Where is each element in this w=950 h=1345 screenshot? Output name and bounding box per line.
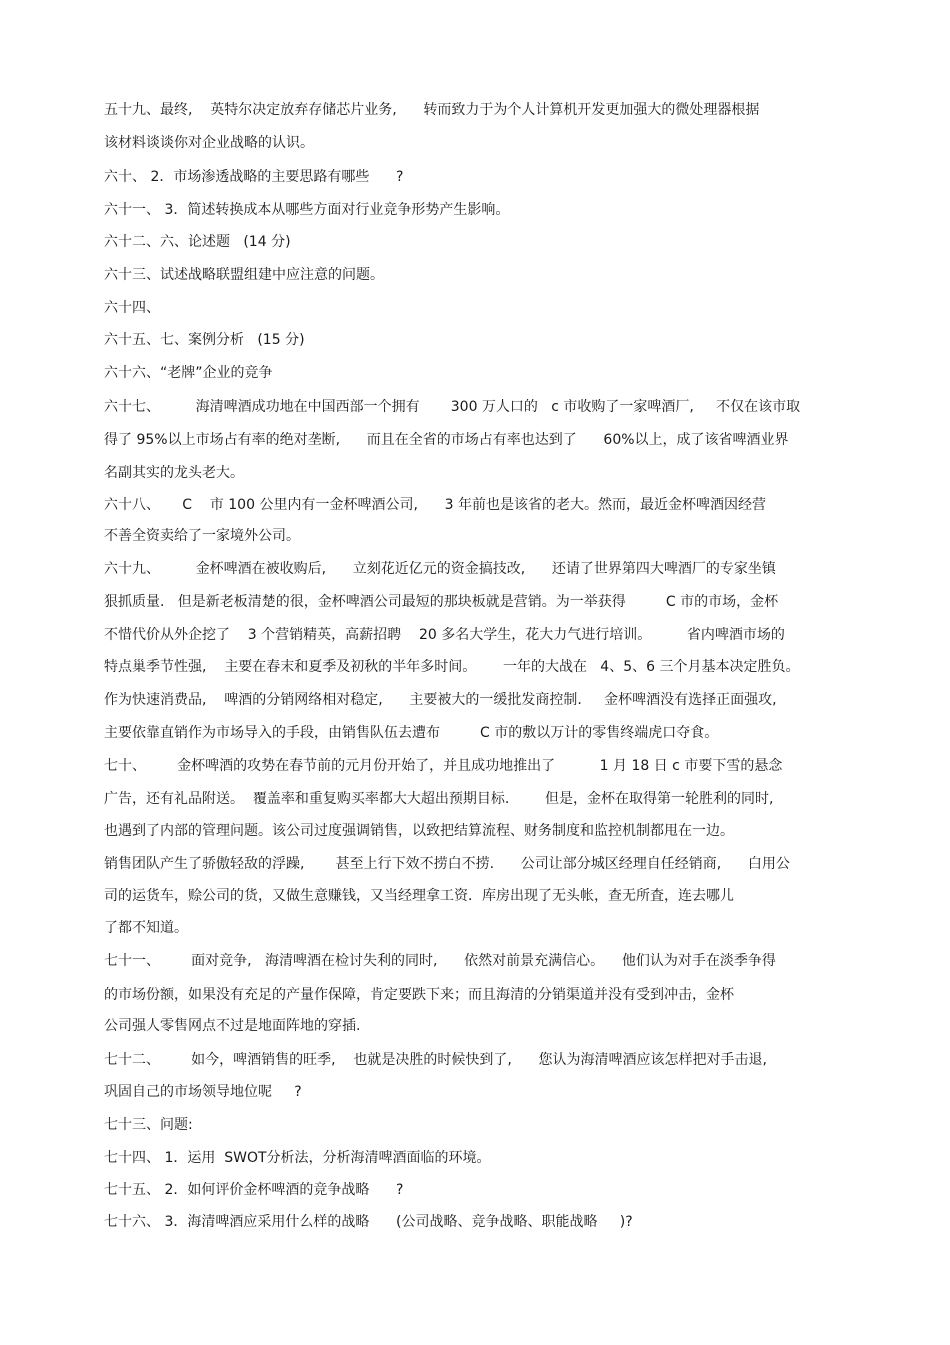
text-line: 六十、 2．市场渗透战略的主要思路有哪些 ? (104, 169, 404, 185)
text-line: 七十五、 2．如何评价金杯啤酒的竞争战略 ? (104, 1182, 404, 1198)
text-line: 了都不知道。 (104, 920, 188, 936)
text-line: 六十五、七、案例分析 (15 分) (104, 332, 305, 348)
text-line: 六十七、 海清啤酒成功地在中国西部一个拥有 300 万人口的 c 市收购了一家啤酒厂, 不仅在该市取 (104, 399, 801, 415)
text-line: 广告，还有礼品附送。 覆盖率和重复购买率都大大超出预期目标. 但是，金杯在取得第一轮胜利的同时, (104, 791, 774, 807)
text-line: 名副其实的龙头老大。 (104, 465, 244, 481)
text-line: 得了 95%以上市场占有率的绝对垄断, 而且在全省的市场占有率也达到了 60%以上，成了该省啤酒业界 (104, 432, 789, 448)
text-line: 狠抓质量. 但是新老板清楚的很，金杯啤酒公司最短的那块板就是营销。为一举获得 C 市的市场，金杯 (104, 594, 779, 610)
text-line: 七十二、 如今，啤酒销售的旺季, 也就是决胜的时候快到了, 您认为海清啤酒应该怎样把对手击退, (104, 1052, 768, 1068)
text-line: 七十、 金杯啤酒的攻势在春节前的元月份开始了，并且成功地推出了 1 月 18 日 c 市要下雪的悬念 (104, 758, 783, 774)
text-line: 销售团队产生了骄傲轻敌的浮躁, 甚至上行下效不捞白不捞. 公司让部分城区经理自任经销商, 白用公 (104, 856, 790, 872)
text-line: 七十三、问题: (104, 1117, 193, 1133)
text-line: 司的运货车，赊公司的货，又做生意赚钱，又当经理拿工资．库房出现了无头帐，查无所査，连去哪儿 (104, 888, 734, 904)
text-line: 六十二、六、论述题 (14 分) (104, 234, 291, 250)
text-line: 七十一、 面对竞争, 海清啤酒在检讨失利的同时, 依然对前景充满信心。 他们认为对手在淡季争得 (104, 953, 776, 969)
text-line: 六十四、 (104, 300, 160, 316)
text-line: 不善全资卖给了一家境外公司。 (104, 528, 300, 544)
text-line: 作为快速消费品, 啤酒的分销网络相对稳定, 主要被大的一缓批发商控制. 金杯啤酒没有选择正面强攻, (104, 692, 777, 708)
text-line: 七十六、 3．海清啤酒应采用什么样的战略 (公司战略、竞争战略、职能战略 )? (104, 1214, 633, 1230)
text-line: 六十九、 金杯啤酒在被收购后, 立刻花近亿元的资金搞技改, 还请了世界第四大啤酒厂的专家坐镇 (104, 561, 776, 577)
text-line: 六十八、 C 市 100 公里内有一金杯啤酒公司, 3 年前也是该省的老大。然而，最近金杯啤酒因经营 (104, 497, 766, 513)
text-line: 六十一、 3．简述转换成本从哪些方面对行业竞争形势产生影响。 (104, 202, 510, 218)
text-line: 主要依靠直销作为市场导入的手段，由销售队伍去遭布 C 市的敷以万计的零售终端虎口夺食。 (104, 725, 719, 741)
text-line: 巩固自己的市场领导地位呢 ? (104, 1084, 302, 1100)
text-line: 该材料谈谈你对企业战略的认识。 (104, 135, 314, 151)
text-line: 公司强人零售网点不过是地面阵地的穿插. (104, 1018, 361, 1034)
text-line: 特点巢季节性强, 主要在春末和夏季及初秋的半年多时间。 一年的大战在 4、5、6 三个月基本决定胜负。 (104, 659, 800, 675)
text-line: 也遇到了内部的管理问题。该公司过度强调销售，以致把结算流程、财务制度和监控机制都甩在一边。 (104, 823, 734, 839)
text-line: 不惜代价从外企挖了 3 个营销精英，高薪招聘 20 多名大学生，花大力气进行培训。 省内啤酒市场的 (104, 627, 785, 643)
text-line: 六十六、“老牌”企业的竞争 (104, 365, 273, 381)
text-line: 五十九、最终, 英特尔决定放弃存储芯片业务, 转而致力于为个人计算机开发更加强大的微处理器根据 (104, 102, 760, 118)
text-line: 七十四、 1．运用 SWOT分析法，分析海清啤酒面临的环境。 (104, 1150, 491, 1166)
text-line: 六十三、试述战略联盟组建中应注意的问题。 (104, 267, 384, 283)
text-line: 的市场份额，如果没有充足的产量作保障，肯定要跌下来；而且海清的分销渠道并没有受到冲击，金杯 (104, 987, 734, 1003)
